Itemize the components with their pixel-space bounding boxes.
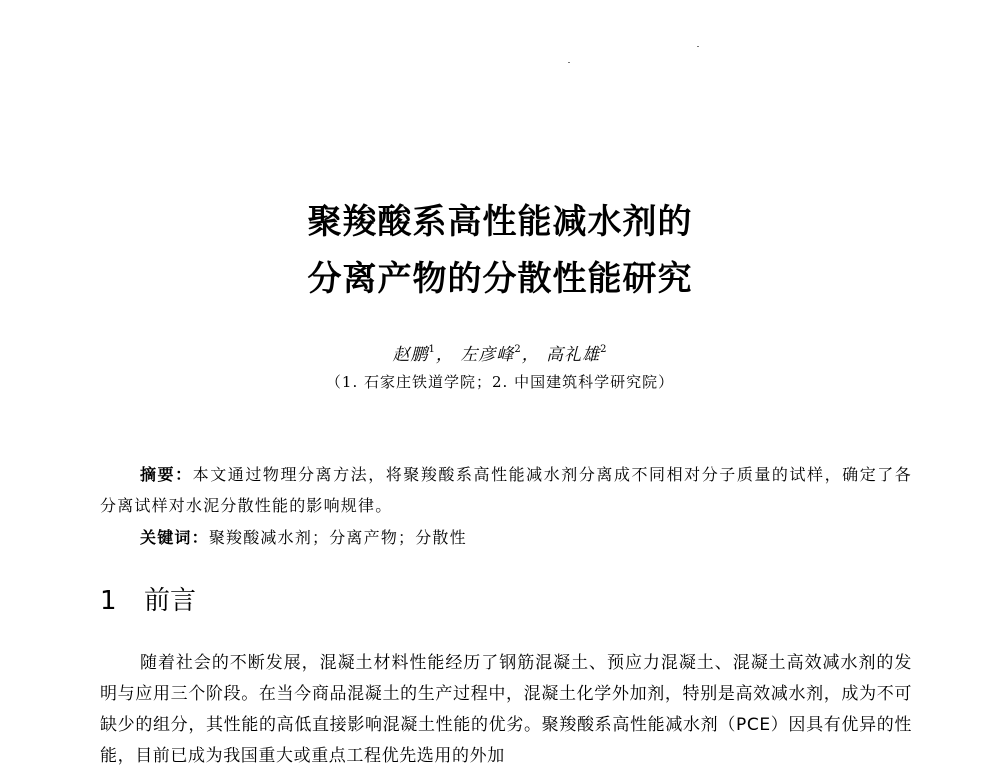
paper-title-line-1: 聚羧酸系高性能减水剂的	[307, 202, 693, 242]
author-affiliation-mark: 2	[600, 344, 608, 355]
keywords-text: 聚羧酸减水剂；分离产物；分散性	[208, 528, 467, 547]
author-name: 高礼雄	[546, 345, 601, 365]
scan-speck	[697, 46, 699, 47]
keywords-line	[140, 522, 912, 553]
abstract-label: 摘要：	[140, 465, 193, 484]
keywords-label: 关键词：	[140, 528, 209, 547]
abstract-text: 本文通过物理分离方法，将聚羧酸系高性能减水剂分离成不同相对分子质量的试样，确定了各分离试样对水泥分散性能的影响规律。	[100, 465, 913, 515]
author-separator: ，	[521, 345, 540, 365]
section-title: 前言	[144, 586, 197, 616]
paper-title-line-2: 分离产物的分散性能研究	[307, 259, 693, 299]
scan-speck	[568, 62, 570, 63]
author-affiliation-mark: 1	[428, 344, 436, 355]
author-separator: ，	[435, 345, 454, 365]
author-name: 赵鹏	[392, 345, 429, 365]
affiliation-line: （1. 石家庄铁道学院；2. 中国建筑科学研究院）	[325, 373, 675, 391]
section-heading	[100, 583, 196, 619]
author-name: 左彦峰	[460, 345, 515, 365]
author-affiliation-mark: 2	[514, 344, 522, 355]
author-list	[0, 340, 1000, 365]
intro-paragraph: 随着社会的不断发展，混凝土材料性能经历了钢筋混凝土、预应力混凝土、混凝土高效减水剂的发明与应用三个阶段。在当今商品混凝土的生产过程中，混凝土化学外加剂，特别是高效减水剂，成为不可缺少的组分，其性能的高低直接影响混凝土性能的优劣。聚羧酸系高性能减水剂（PCE）因具有优异的性能，目前已成为我国重大或重点工程优先选用的外加	[100, 653, 912, 766]
abstract-paragraph	[100, 459, 912, 521]
section-number: 1	[100, 586, 117, 616]
